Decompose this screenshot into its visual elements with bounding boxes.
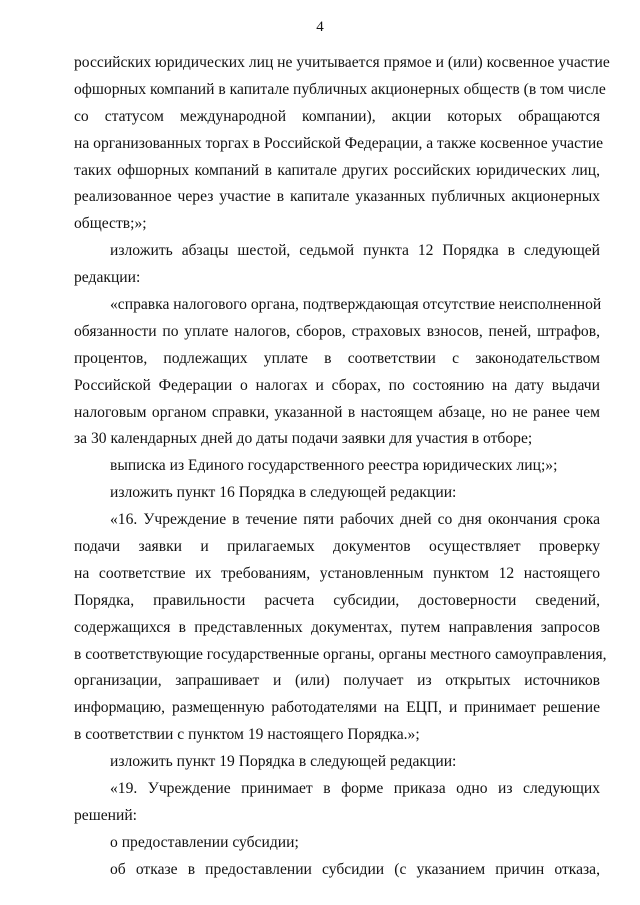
text-line: об отказе в предоставлении субсидии (с указанием причин отказа,: [110, 860, 600, 878]
document-body: [74, 50, 610, 884]
text-line: за 30 календарных дней до даты подачи заявки для участия в отборе;: [74, 430, 533, 448]
page-number: 4: [316, 19, 324, 35]
text-line: информацию, размещенную работодателями на ЕЦП, и принимает решение: [74, 699, 600, 717]
text-line: Российской Федерации о налогах и сборах, по состоянию на дату выдачи: [74, 376, 600, 394]
text-line: в соответствующие государственные органы, органы местного самоуправления,: [74, 645, 607, 663]
text-line: содержащихся в представленных документах, путем направления запросов: [74, 618, 600, 636]
text-line: процентов, подлежащих уплате в соответствии с законодательством: [74, 349, 600, 367]
text-line: со статусом международной компании), акции которых обращаются: [74, 107, 600, 125]
text-line: налоговым органом справки, указанной в настоящем абзаце, но не ранее чем: [74, 403, 600, 421]
text-line: таких офшорных компаний в капитале других российских юридических лиц,: [74, 161, 600, 179]
text-line: российских юридических лиц не учитывается прямое и (или) косвенное участие: [74, 54, 610, 71]
text-line: «19. Учреждение принимает в форме приказа одно из следующих: [110, 780, 600, 798]
text-line: организации, запрашивает и (или) получает из открытых источников: [74, 672, 600, 690]
text-line: «справка налогового органа, подтверждающая отсутствие неисполненной: [110, 296, 602, 314]
text-line: о предоставлении субсидии;: [110, 833, 299, 851]
text-line: обществ;»;: [74, 215, 147, 233]
text-line: обязанности по уплате налогов, сборов, страховых взносов, пеней, штрафов,: [74, 322, 600, 340]
text-line: на организованных торгах в Российской Федерации, а также косвенное участие: [74, 134, 604, 152]
text-line: решений:: [74, 806, 138, 824]
text-line: Порядка, правильности расчета субсидии, достоверности сведений,: [74, 591, 600, 609]
text-line: изложить абзацы шестой, седьмой пункта 12 Порядка в следующей: [110, 242, 600, 260]
text-line: офшорных компаний в капитале публичных акционерных обществ (в том числе: [74, 80, 606, 98]
text-line: изложить пункт 16 Порядка в следующей редакции:: [110, 484, 457, 502]
text-line: «16. Учреждение в течение пяти рабочих дней со дня окончания срока: [110, 511, 600, 529]
text-line: подачи заявки и прилагаемых документов осуществляет проверку: [74, 538, 600, 556]
text-line: выписка из Единого государственного реестра юридических лиц;»;: [110, 457, 558, 475]
text-line: изложить пункт 19 Порядка в следующей редакции:: [110, 753, 457, 771]
text-line: в соответствии с пунктом 19 настоящего Порядка.»;: [74, 726, 420, 744]
text-line: на соответствие их требованиям, установленным пунктом 12 настоящего: [74, 564, 600, 582]
text-line: реализованное через участие в капитале указанных публичных акционерных: [74, 188, 600, 206]
text-line: редакции:: [74, 269, 141, 287]
